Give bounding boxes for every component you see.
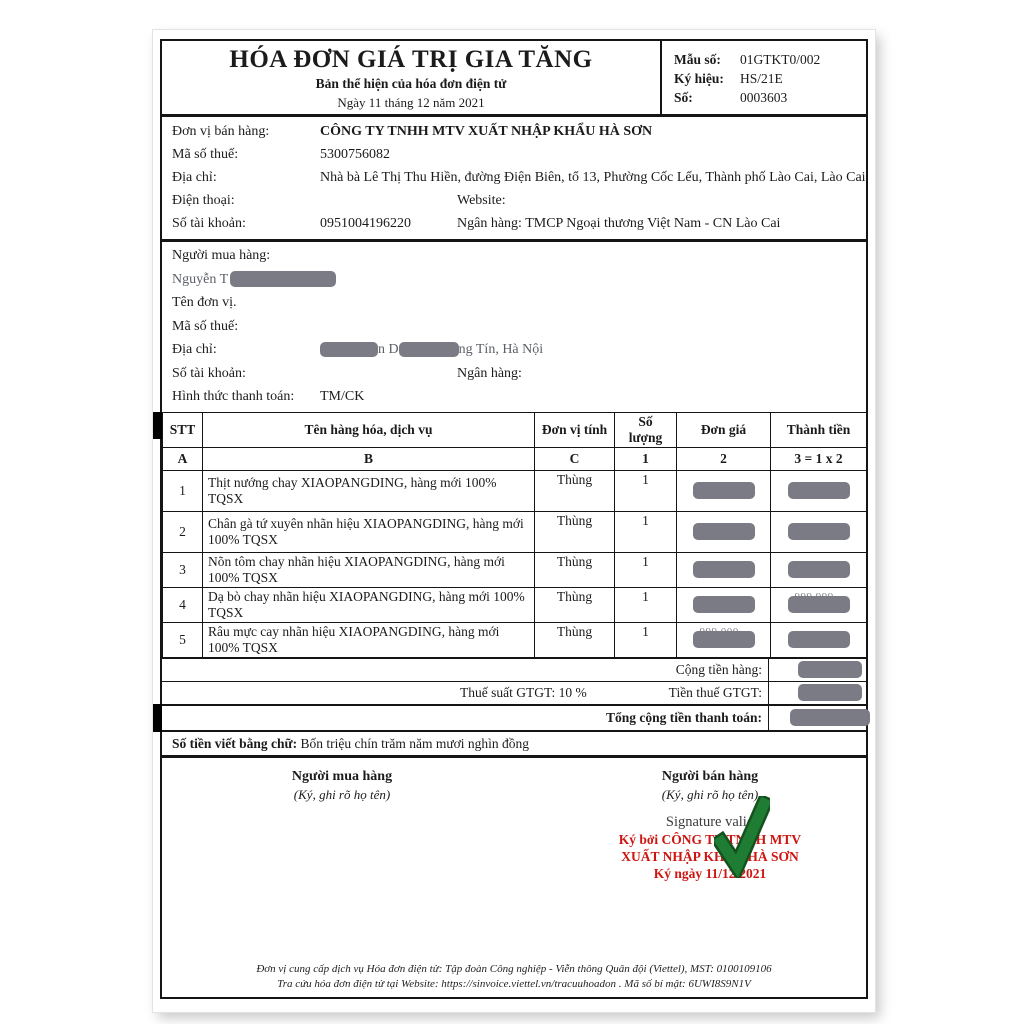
table-subheader-row bbox=[163, 447, 867, 470]
buyer-person-row bbox=[162, 244, 866, 268]
invoice-subtitle: Bản thể hiện của hóa đơn điện tử bbox=[315, 76, 507, 91]
cell-unit-price bbox=[677, 587, 771, 622]
redaction-box bbox=[790, 709, 870, 726]
col-header-stt: STT bbox=[163, 412, 203, 447]
form-number-value: 01GTKT0/002 bbox=[740, 52, 821, 67]
column-divider bbox=[768, 682, 769, 704]
buyer-payment-row bbox=[162, 385, 866, 409]
signature-section bbox=[162, 758, 866, 908]
seller-section bbox=[162, 117, 866, 242]
buyer-account-row bbox=[162, 362, 866, 386]
invoice-footer bbox=[162, 962, 866, 992]
seller-signature-note: (Ký, ghi rõ họ tên) bbox=[661, 786, 759, 802]
seller-bank bbox=[457, 212, 780, 235]
invoice-page bbox=[153, 30, 875, 1012]
buyer-address-label: Địa chỉ: bbox=[172, 342, 217, 357]
amount-in-words-value: Bốn triệu chín trăm năm mươi nghìn đồng bbox=[300, 735, 530, 751]
cell-unit: Thùng bbox=[535, 470, 615, 511]
subheader-1: 1 bbox=[615, 447, 677, 470]
invoice-number-label: Số: bbox=[674, 90, 693, 105]
tax-rate-label: Thuế suất GTGT: 10 % bbox=[460, 684, 587, 700]
invoice-date: Ngày 11 tháng 12 năm 2021 bbox=[337, 95, 485, 110]
invoice-meta-block bbox=[660, 41, 866, 114]
seller-bank-label: Ngân hàng: bbox=[457, 216, 522, 231]
table-row bbox=[163, 622, 867, 657]
column-divider bbox=[768, 706, 769, 730]
signature-valid-text: Signature valid bbox=[665, 813, 755, 830]
header-title-block bbox=[162, 41, 660, 114]
scan-mark bbox=[153, 412, 162, 439]
buyer-address-fragment2: ng Tín, Hà Nội bbox=[458, 342, 544, 357]
footer-lookup-line: Tra cứu hóa đơn điện tử tại Website: https://sinvoice.viettel.vn/tracuuhoadon . Mã số bí mật: 6UWI8S9N1V bbox=[277, 978, 751, 990]
stamp-line1: Ký bởi CÔNG TY TNHH MTV bbox=[618, 831, 802, 847]
buyer-address-row bbox=[162, 338, 866, 362]
redaction-box bbox=[798, 661, 862, 678]
buyer-bank-label: Ngân hàng: bbox=[457, 365, 522, 381]
invoice-frame bbox=[160, 39, 868, 999]
cell-amount bbox=[771, 622, 867, 657]
redaction-box bbox=[693, 561, 755, 578]
redaction-box bbox=[399, 342, 459, 357]
buyer-name-visible: Nguyễn T bbox=[172, 271, 229, 287]
invoice-title: HÓA ĐƠN GIÁ TRỊ GIA TĂNG bbox=[229, 46, 593, 73]
buyer-payment-value: TM/CK bbox=[320, 389, 365, 404]
seller-account-row bbox=[162, 212, 866, 235]
meta-number-row bbox=[674, 88, 860, 107]
seller-phone-label: Điện thoại: bbox=[172, 193, 235, 208]
table-row bbox=[163, 587, 867, 622]
buyer-unit-row bbox=[162, 291, 866, 315]
tax-amount-label: Tiền thuế GTGT: bbox=[668, 684, 762, 700]
grand-total-label: Tổng cộng tiền thanh toán: bbox=[605, 709, 762, 725]
subtotal-label: Cộng tiền hàng: bbox=[675, 661, 762, 677]
table-row bbox=[163, 552, 867, 587]
buyer-unit-label: Tên đơn vị. bbox=[172, 295, 237, 310]
seller-address: Nhà bà Lê Thị Thu Hiền, đường Điện Biên, tổ 13, Phường Cốc Lếu, Thành phố Lào Cai, Lào Cai bbox=[320, 170, 866, 185]
buyer-tax-row bbox=[162, 315, 866, 339]
cell-qty: 1 bbox=[615, 552, 677, 587]
stamp-line2: XUẤT NHẬP KHẨU HÀ SƠN bbox=[621, 848, 799, 864]
subtotal-row bbox=[162, 658, 866, 681]
subheader-b: B bbox=[203, 447, 535, 470]
amount-in-words-row bbox=[162, 732, 866, 758]
cell-unit-price bbox=[677, 511, 771, 552]
footer-provider-line: Đơn vị cung cấp dịch vụ Hóa đơn điện tử: Tập đoàn Công nghiệp - Viễn thông Quân đội (Viettel), MST: 0100109106 bbox=[256, 963, 772, 975]
amount-in-words-label: Số tiền viết bằng chữ: bbox=[172, 735, 298, 751]
redaction-box bbox=[230, 271, 336, 287]
seller-address-label: Địa chỉ: bbox=[172, 170, 217, 185]
col-header-qty: Số lượng bbox=[615, 412, 677, 447]
cell-amount bbox=[771, 587, 867, 622]
buyer-account-label: Số tài khoản: bbox=[172, 365, 246, 381]
column-divider bbox=[768, 659, 769, 681]
cell-item-name: Râu mực cay nhãn hiệu XIAOPANGDING, hàng mới 100% TQSX bbox=[203, 622, 535, 657]
cell-stt: 2 bbox=[163, 511, 203, 552]
cell-unit-price bbox=[677, 622, 771, 657]
subheader-2: 2 bbox=[677, 447, 771, 470]
redaction-box bbox=[788, 631, 850, 648]
cell-qty: 1 bbox=[615, 587, 677, 622]
cell-unit-price bbox=[677, 552, 771, 587]
tax-row bbox=[162, 681, 866, 704]
invoice-header bbox=[162, 41, 866, 117]
items-table bbox=[162, 412, 867, 658]
buyer-signature-block bbox=[232, 768, 452, 804]
digital-signature-stamp bbox=[580, 814, 840, 882]
buyer-section bbox=[162, 242, 866, 412]
seller-signature-title: Người bán hàng bbox=[661, 768, 759, 784]
col-header-amount: Thành tiền bbox=[771, 412, 867, 447]
meta-form-row bbox=[674, 50, 860, 69]
seller-account-label: Số tài khoản: bbox=[172, 216, 246, 231]
cell-amount bbox=[771, 470, 867, 511]
invoice-number-value: 0003603 bbox=[740, 90, 788, 105]
redaction-box bbox=[693, 596, 755, 613]
col-header-name: Tên hàng hóa, dịch vụ bbox=[203, 412, 535, 447]
cell-item-name: Nõn tôm chay nhãn hiệu XIAOPANGDING, hàng mới 100% TQSX bbox=[203, 552, 535, 587]
subheader-c: C bbox=[535, 447, 615, 470]
buyer-signature-title: Người mua hàng bbox=[291, 768, 393, 784]
col-header-unit-price: Đơn giá bbox=[677, 412, 771, 447]
cell-amount bbox=[771, 552, 867, 587]
cell-stt: 1 bbox=[163, 470, 203, 511]
cell-qty: 1 bbox=[615, 622, 677, 657]
stamp-line3: Ký ngày 11/12/2021 bbox=[653, 865, 767, 881]
cell-amount bbox=[771, 511, 867, 552]
seller-phone-row bbox=[162, 189, 866, 212]
redaction-box bbox=[788, 523, 850, 540]
table-header-row bbox=[163, 412, 867, 447]
cell-unit: Thùng bbox=[535, 622, 615, 657]
buyer-payment-label: Hình thức thanh toán: bbox=[172, 389, 295, 404]
redaction-box bbox=[788, 482, 850, 499]
seller-tax-row bbox=[162, 143, 866, 166]
cell-unit-price bbox=[677, 470, 771, 511]
form-number-label: Mẫu số: bbox=[674, 52, 721, 67]
items-table-wrap bbox=[162, 412, 866, 658]
subheader-a: A bbox=[163, 447, 203, 470]
serial-label: Ký hiệu: bbox=[674, 71, 724, 86]
seller-name-label: Đơn vị bán hàng: bbox=[172, 124, 270, 139]
redaction-box bbox=[693, 631, 755, 648]
redaction-box bbox=[693, 482, 755, 499]
buyer-address-fragment1: n D bbox=[378, 342, 399, 357]
cell-qty: 1 bbox=[615, 470, 677, 511]
cell-stt: 4 bbox=[163, 587, 203, 622]
cell-item-name: Dạ bò chay nhãn hiệu XIAOPANGDING, hàng mới 100% TQSX bbox=[203, 587, 535, 622]
redaction-box bbox=[798, 684, 862, 701]
grand-total-row bbox=[162, 704, 866, 732]
cell-unit: Thùng bbox=[535, 587, 615, 622]
seller-name: CÔNG TY TNHH MTV XUẤT NHẬP KHẨU HÀ SƠN bbox=[320, 124, 653, 139]
cell-unit: Thùng bbox=[535, 552, 615, 587]
cell-stt: 3 bbox=[163, 552, 203, 587]
cell-item-name: Chân gà tứ xuyên nhãn hiệu XIAOPANGDING, hàng mới 100% TQSX bbox=[203, 511, 535, 552]
seller-account-number: 0951004196220 bbox=[320, 216, 411, 231]
redaction-box bbox=[788, 561, 850, 578]
serial-value: HS/21E bbox=[740, 71, 783, 86]
seller-tax-label: Mã số thuế: bbox=[172, 147, 239, 162]
redaction-box bbox=[788, 596, 850, 613]
buyer-name-row bbox=[162, 268, 866, 292]
table-row bbox=[163, 511, 867, 552]
cell-item-name: Thịt nướng chay XIAOPANGDING, hàng mới 100% TQSX bbox=[203, 470, 535, 511]
table-row bbox=[163, 470, 867, 511]
buyer-tax-label: Mã số thuế: bbox=[172, 318, 239, 334]
redaction-box bbox=[320, 342, 378, 357]
seller-name-row bbox=[162, 120, 866, 143]
buyer-person-label: Người mua hàng: bbox=[172, 248, 271, 263]
scan-mark bbox=[153, 704, 162, 732]
buyer-signature-note: (Ký, ghi rõ họ tên) bbox=[293, 786, 391, 802]
seller-signature-block bbox=[600, 768, 820, 804]
seller-address-row bbox=[162, 166, 866, 189]
redaction-box bbox=[693, 523, 755, 540]
seller-website-label: Website: bbox=[457, 193, 506, 208]
cell-qty: 1 bbox=[615, 511, 677, 552]
green-checkmark-icon bbox=[714, 796, 770, 878]
subheader-3: 3 = 1 x 2 bbox=[771, 447, 867, 470]
cell-stt: 5 bbox=[163, 622, 203, 657]
meta-serial-row bbox=[674, 69, 860, 88]
seller-bank-name: TMCP Ngoại thương Việt Nam - CN Lào Cai bbox=[525, 216, 781, 231]
seller-tax-code: 5300756082 bbox=[320, 147, 390, 162]
col-header-unit: Đơn vị tính bbox=[535, 412, 615, 447]
cell-unit: Thùng bbox=[535, 511, 615, 552]
